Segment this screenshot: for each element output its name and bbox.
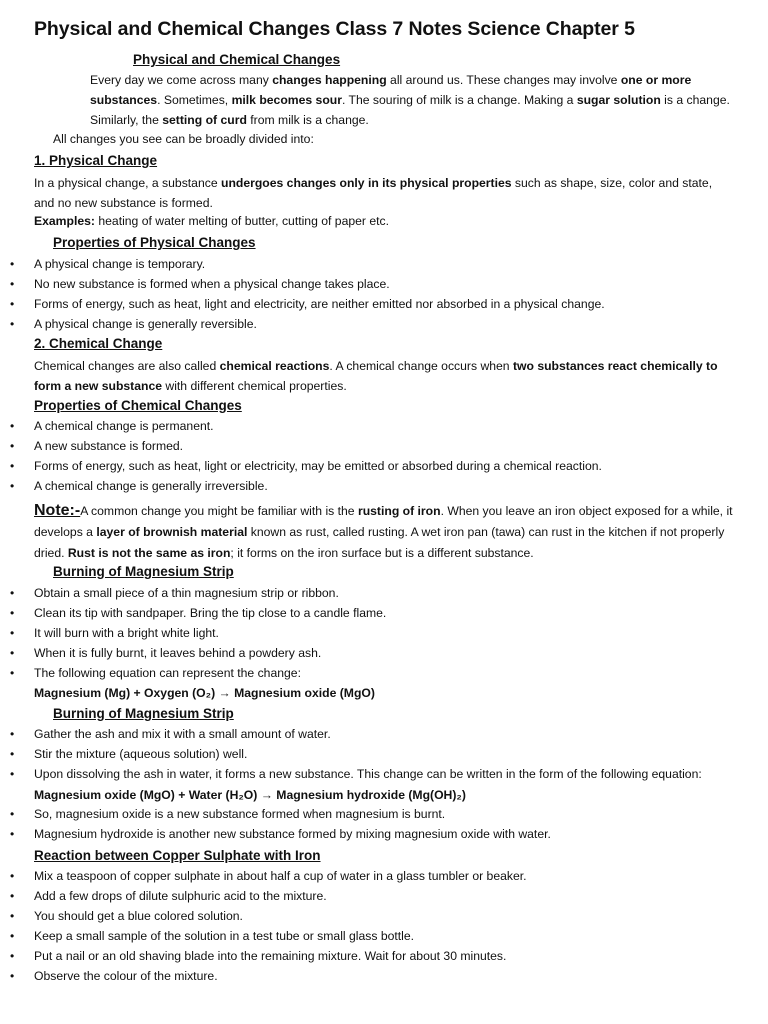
bullet-item: • A chemical change is permanent. — [0, 416, 768, 436]
intro-heading: Physical and Chemical Changes — [133, 52, 341, 67]
text-segment: such as shape, size, color and state, and no new substance is formed. — [34, 176, 713, 210]
bullet-item: • A chemical change is generally irreversible. — [0, 476, 768, 496]
bold-text-segment: milk becomes sour — [231, 93, 342, 107]
bullet-item: • Forms of energy, such as heat, light and electricity, are neither emitted nor absorbed in a physical change. — [0, 294, 768, 314]
bullet-item: • Mix a teaspoon of copper sulphate in about half a cup of water in a glass tumbler or beaker. — [0, 866, 768, 886]
text-segment: A common change you might be familiar with is the — [80, 504, 358, 518]
bold-text-segment: two substances react chemically to form a new substance — [34, 359, 718, 393]
bullet-item: • When it is fully burnt, it leaves behind a powdery ash. — [0, 643, 768, 663]
magnesium-hydroxide-equation: Magnesium oxide (MgO) + Water (H₂O) → Magnesium hydroxide (Mg(OH)₂) — [34, 788, 466, 802]
examples-label: Examples: — [34, 214, 95, 228]
text-segment: is a change. Similarly, the — [90, 93, 730, 127]
bold-text-segment: one or more substances — [90, 73, 692, 107]
bullet-item: • A physical change is temporary. — [0, 254, 768, 274]
physical-examples — [34, 214, 389, 228]
text-segment: . Sometimes, — [157, 93, 232, 107]
text-segment: In a physical change, a substance — [34, 176, 221, 190]
bullet-item: • Observe the colour of the mixture. — [0, 966, 768, 986]
chemical-properties-heading: Properties of Chemical Changes — [34, 398, 242, 413]
page-title: Physical and Chemical Changes Class 7 Notes Science Chapter 5 — [34, 18, 635, 40]
bullet-item: • Magnesium hydroxide is another new substance formed by mixing magnesium oxide with water. — [0, 824, 768, 844]
text-segment: known as rust, called rusting. A wet iron pan (tawa) can rust in the kitchen if not properly dried. — [34, 525, 725, 560]
note-text — [34, 504, 733, 560]
bullet-item: • It will burn with a bright white light. — [0, 623, 768, 643]
note-label: Note:- — [34, 502, 81, 519]
bold-text-segment: Rust is not the same as iron — [67, 546, 231, 560]
text-segment: . The souring of milk is a change. Making a — [341, 93, 577, 107]
physical-change-paragraph — [34, 173, 734, 213]
physical-change-heading: 1. Physical Change — [34, 153, 158, 168]
burning-list-2 — [0, 724, 768, 784]
bullet-item: • Forms of energy, such as heat, light or electricity, may be emitted or absorbed during a chemical reaction. — [0, 456, 768, 476]
burning-list-2b — [0, 804, 768, 844]
magnesium-oxide-equation: Magnesium (Mg) + Oxygen (O₂) → Magnesium oxide (MgO) — [34, 686, 375, 700]
text-segment: all around us. These changes may involve — [386, 73, 621, 87]
text-segment: . When you leave an iron object exposed for a while, it develops a — [34, 504, 733, 539]
burning-list-1 — [0, 583, 768, 683]
examples-text: heating of water melting of butter, cutting of paper etc. — [94, 214, 389, 228]
copper-heading: Reaction between Copper Sulphate with Iron — [34, 848, 321, 863]
bullet-item: • A physical change is generally reversible. — [0, 314, 768, 334]
bullet-item: • Put a nail or an old shaving blade into the remaining mixture. Wait for about 30 minutes. — [0, 946, 768, 966]
bullet-item: • A new substance is formed. — [0, 436, 768, 456]
copper-list — [0, 866, 768, 986]
bullet-item: • Keep a small sample of the solution in a test tube or small glass bottle. — [0, 926, 768, 946]
bold-text-segment: layer of brownish material — [96, 525, 248, 539]
intro-divided-text: All changes you see can be broadly divided into: — [53, 132, 314, 146]
text-segment: . A chemical change occurs when — [329, 359, 513, 373]
physical-properties-list — [0, 254, 768, 334]
text-segment: from milk is a change. — [246, 113, 369, 127]
chemical-change-heading: 2. Chemical Change — [34, 336, 163, 351]
bullet-item: • So, magnesium oxide is a new substance formed when magnesium is burnt. — [0, 804, 768, 824]
note-paragraph — [34, 500, 734, 564]
burning-heading-2: Burning of Magnesium Strip — [53, 706, 234, 721]
burning-heading-1: Burning of Magnesium Strip — [53, 564, 234, 579]
bullet-item: • The following equation can represent the change: — [0, 663, 768, 683]
text-segment: Every day we come across many — [90, 73, 273, 87]
bullet-item: • Obtain a small piece of a thin magnesium strip or ribbon. — [0, 583, 768, 603]
bullet-item: • No new substance is formed when a physical change takes place. — [0, 274, 768, 294]
bold-text-segment: sugar solution — [576, 93, 661, 107]
bullet-item: • Stir the mixture (aqueous solution) well. — [0, 744, 768, 764]
text-segment: Chemical changes are also called — [34, 359, 220, 373]
bullet-item: • Clean its tip with sandpaper. Bring the tip close to a candle flame. — [0, 603, 768, 623]
bold-text-segment: rusting of iron — [357, 504, 441, 518]
chemical-change-paragraph — [34, 356, 734, 396]
bullet-item: • Add a few drops of dilute sulphuric acid to the mixture. — [0, 886, 768, 906]
bold-text-segment: setting of curd — [162, 113, 247, 127]
intro-paragraph — [90, 70, 736, 130]
bold-text-segment: changes happening — [272, 73, 387, 87]
bullet-item: • You should get a blue colored solution. — [0, 906, 768, 926]
text-segment: ; it forms on the iron surface but is a different substance. — [230, 546, 534, 560]
physical-properties-heading: Properties of Physical Changes — [53, 235, 256, 250]
bold-text-segment: undergoes changes only in its physical properties — [221, 176, 512, 190]
bullet-item: • Gather the ash and mix it with a small amount of water. — [0, 724, 768, 744]
chemical-properties-list — [0, 416, 768, 496]
text-segment: with different chemical properties. — [162, 379, 347, 393]
bullet-item: • Upon dissolving the ash in water, it forms a new substance. This change can be written in the form of the following equation: — [0, 764, 768, 784]
bold-text-segment: chemical reactions — [219, 359, 330, 373]
